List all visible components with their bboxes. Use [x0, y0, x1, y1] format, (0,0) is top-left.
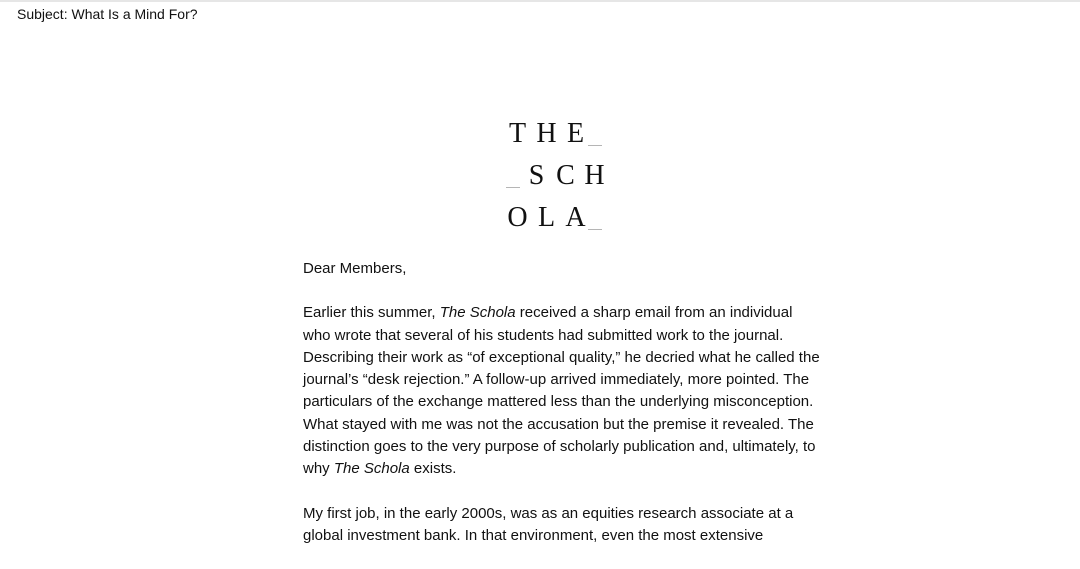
logo-dash — [588, 229, 602, 230]
logo-letter: H — [584, 160, 605, 191]
text-run: received a sharp email from an individual who wrote that several of his students had submitted work to the journal. Describing their work as “of exceptional quality,” he decried what he called the journal’s “desk rejection.” A follow-up arrived immediately, more pointed. The particulars of the exchange mattered less than the underlying misconception. What stayed with me was not the accusation but the premise it revealed. The distinction goes to the very purpose of scholarly publication and, ultimately, to why — [303, 304, 820, 478]
email-body — [303, 258, 823, 569]
logo-letter: C — [556, 160, 575, 191]
logo-letter: S — [528, 160, 545, 191]
logo-dash — [588, 145, 602, 146]
email-subject: Subject: What Is a Mind For? — [17, 6, 198, 22]
top-border — [0, 0, 1080, 2]
journal-title: The Schola — [333, 460, 410, 478]
text-run: Earlier this summer, — [303, 304, 440, 322]
body-paragraph-2: My first job, in the early 2000s, was as an equities research associate at a global investment bank. In that environment, even the most extensive — [303, 504, 794, 544]
body-paragraph-1 — [303, 302, 823, 480]
logo-dash — [506, 187, 520, 188]
logo-letter: E — [566, 118, 585, 149]
logo-letter: T — [508, 118, 527, 149]
logo-letter: L — [537, 202, 556, 233]
logo-letter: H — [536, 118, 557, 149]
greeting: Dear Members, — [303, 260, 407, 277]
logo-row-2 — [503, 162, 613, 204]
text-run: exists. — [409, 460, 457, 478]
journal-title: The Schola — [439, 304, 516, 322]
logo-row-1 — [503, 120, 613, 162]
logo-row-3 — [503, 204, 613, 246]
logo-letter: O — [507, 202, 528, 233]
the-schola-logo — [503, 120, 613, 246]
logo-letter: A — [565, 202, 586, 233]
